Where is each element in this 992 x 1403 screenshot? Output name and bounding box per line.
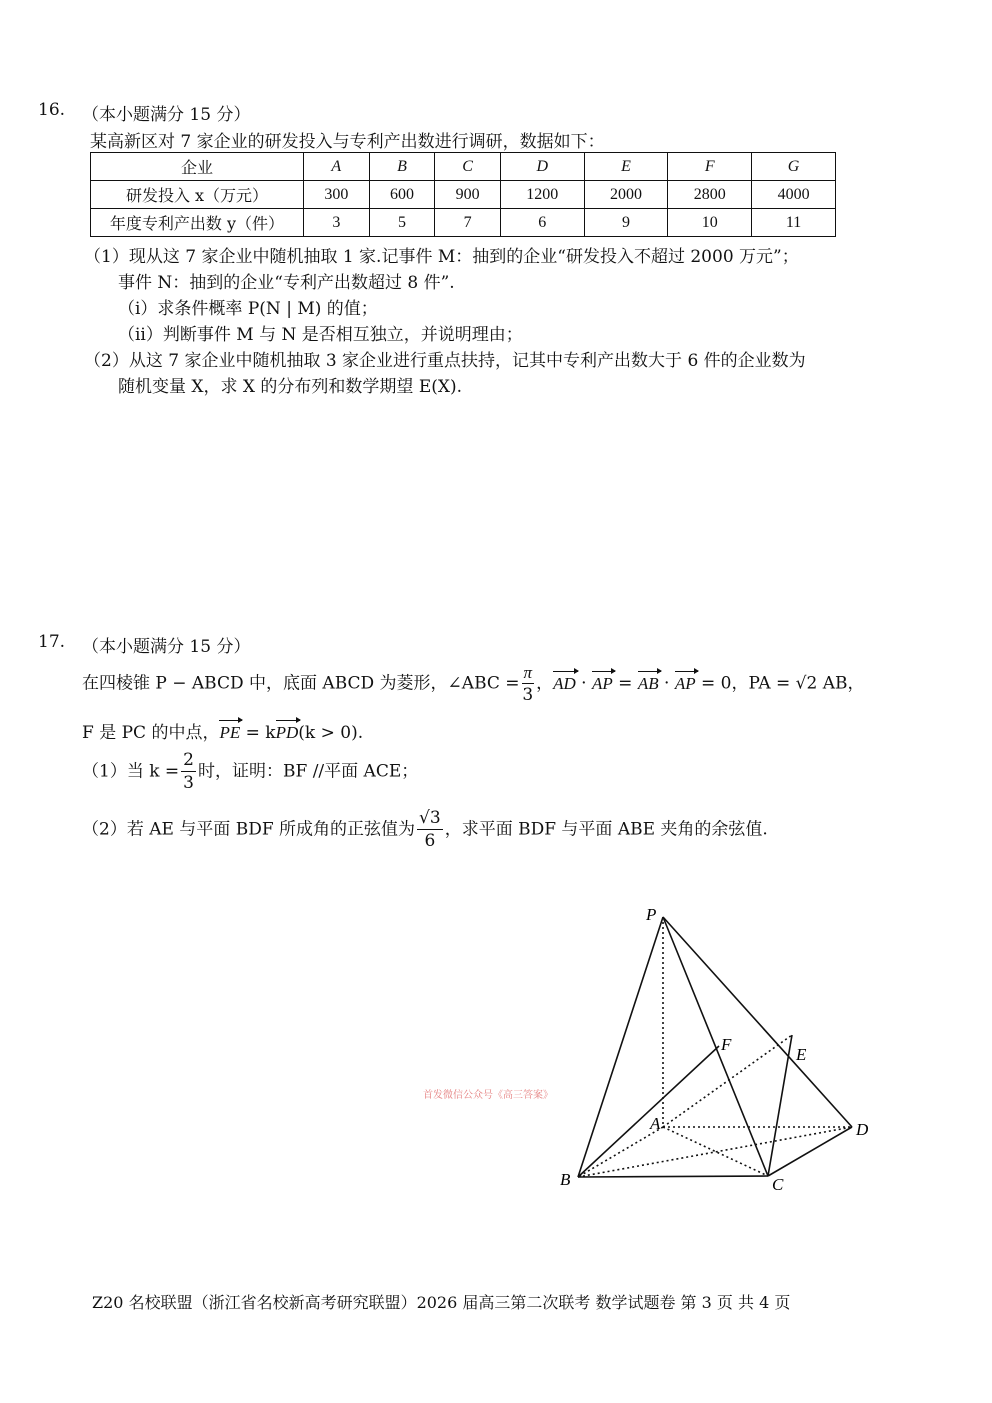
table-cell: B — [369, 153, 435, 181]
table-cell: A — [304, 153, 370, 181]
table-cell: 3 — [304, 209, 370, 237]
table-cell: 11 — [752, 209, 836, 237]
edge-AB-hidden — [578, 1127, 663, 1177]
edge-PD — [663, 917, 852, 1127]
q16-header: （本小题满分 15 分） — [82, 105, 251, 125]
fraction-denominator: 3 — [522, 685, 534, 705]
table-cell: D — [500, 153, 584, 181]
table-cell: 2800 — [668, 181, 752, 209]
table-cell: 900 — [435, 181, 501, 209]
fraction-denominator: 6 — [424, 831, 436, 851]
table-cell: 10 — [668, 209, 752, 237]
vector-AP: AP — [591, 673, 613, 693]
label-P: P — [646, 905, 657, 924]
table-cell: G — [752, 153, 836, 181]
table-cell: E — [584, 153, 668, 181]
q17-line1-a: 在四棱锥 P − ABCD 中，底面 ABCD 为菱形，∠ABC = — [82, 673, 520, 694]
table-cell: F — [668, 153, 752, 181]
fraction-numerator: 2 — [183, 750, 194, 770]
q17-line2-b: = k — [245, 723, 276, 743]
q16-part2-line1: （2）从这 7 家企业中随机抽取 3 家企业进行重点扶持，记其中专利产出数大于 6 件的企业数为 — [84, 351, 806, 371]
table-cell: 600 — [369, 181, 435, 209]
q17-line1: 在四棱锥 P − ABCD 中，底面 ABCD 为菱形，∠ABC = $\frac{\pi}{3}$ ，AD · AP = AB · AP = 0，PA = √2 AB， — [82, 663, 865, 705]
segment-AC-hidden — [663, 1127, 768, 1176]
q16-part1-i: （i）求条件概率 P(N | M) 的值； — [118, 299, 378, 319]
q17-line1-c: = 0，PA = √2 AB， — [701, 673, 865, 694]
fraction-denominator: 3 — [183, 773, 194, 793]
vector-AB: AB — [637, 673, 659, 693]
q17-part1-a: （1）当 k = — [82, 761, 180, 782]
q17-line1-b: ， — [536, 673, 554, 694]
q17-line2-c: (k > 0). — [298, 723, 364, 743]
table-header-patents: 年度专利产出数 y（件） — [91, 209, 304, 237]
segment-CE — [768, 1035, 792, 1176]
q17-line2-a: F 是 PC 的中点， — [82, 723, 220, 743]
edge-BC — [578, 1176, 768, 1177]
table-cell: 6 — [500, 209, 584, 237]
table-cell: 4000 — [752, 181, 836, 209]
label-D: D — [856, 1120, 869, 1139]
q16-part1-line1: （1）现从这 7 家企业中随机抽取 1 家.记事件 M：抽到的企业“研发投入不超过 2000 万元”； — [84, 247, 799, 267]
table-cell: 9 — [584, 209, 668, 237]
watermark: 首发微信公众号《高三答案》 — [423, 1090, 553, 1101]
vector-AD: AD — [553, 673, 576, 693]
table-cell: 5 — [369, 209, 435, 237]
table-header-investment: 研发投入 x（万元） — [91, 181, 304, 209]
q16-part2-line2: 随机变量 X，求 X 的分布列和数学期望 E(X). — [118, 377, 463, 397]
table-header-company: 企业 — [91, 153, 304, 181]
q17-number: 17. — [38, 632, 66, 652]
vector-PD: PD — [275, 723, 299, 742]
table-cell: C — [435, 153, 501, 181]
vector-PE: PE — [219, 723, 241, 742]
label-F: F — [721, 1035, 732, 1054]
label-E: E — [796, 1045, 807, 1064]
edge-PC — [663, 917, 768, 1176]
q17-header: （本小题满分 15 分） — [82, 637, 251, 657]
q16-intro: 某高新区对 7 家企业的研发投入与专利产出数进行调研，数据如下： — [90, 132, 605, 152]
fraction-numerator: √3 — [419, 808, 441, 828]
q16-part1-ii: （ii）判断事件 M 与 N 是否相互独立，并说明理由； — [118, 325, 523, 345]
vector-AP-2: AP — [674, 673, 696, 693]
label-C: C — [772, 1175, 784, 1194]
q17-part2-a: （2）若 AE 与平面 BDF 所成角的正弦值为 — [82, 819, 416, 840]
table-cell: 2000 — [584, 181, 668, 209]
label-B: B — [560, 1170, 571, 1189]
table-cell: 1200 — [500, 181, 584, 209]
q17-part2-b: ，求平面 BDF 与平面 ABE 夹角的余弦值. — [444, 819, 768, 840]
page-footer: Z20 名校联盟（浙江省名校新高考研究联盟）2026 届高三第二次联考 数学试题卷 第 3 页 共 4 页 — [92, 1293, 791, 1312]
fraction-numerator: π — [523, 663, 533, 682]
table-cell: 7 — [435, 209, 501, 237]
table-cell: 300 — [304, 181, 370, 209]
label-A: A — [650, 1114, 661, 1133]
q17-part1-b: 时，证明：BF //平面 ACE； — [198, 761, 419, 782]
q16-number: 16. — [38, 100, 66, 120]
q16-part1-line2: 事件 N：抽到的企业“专利产出数超过 8 件”. — [118, 273, 455, 293]
